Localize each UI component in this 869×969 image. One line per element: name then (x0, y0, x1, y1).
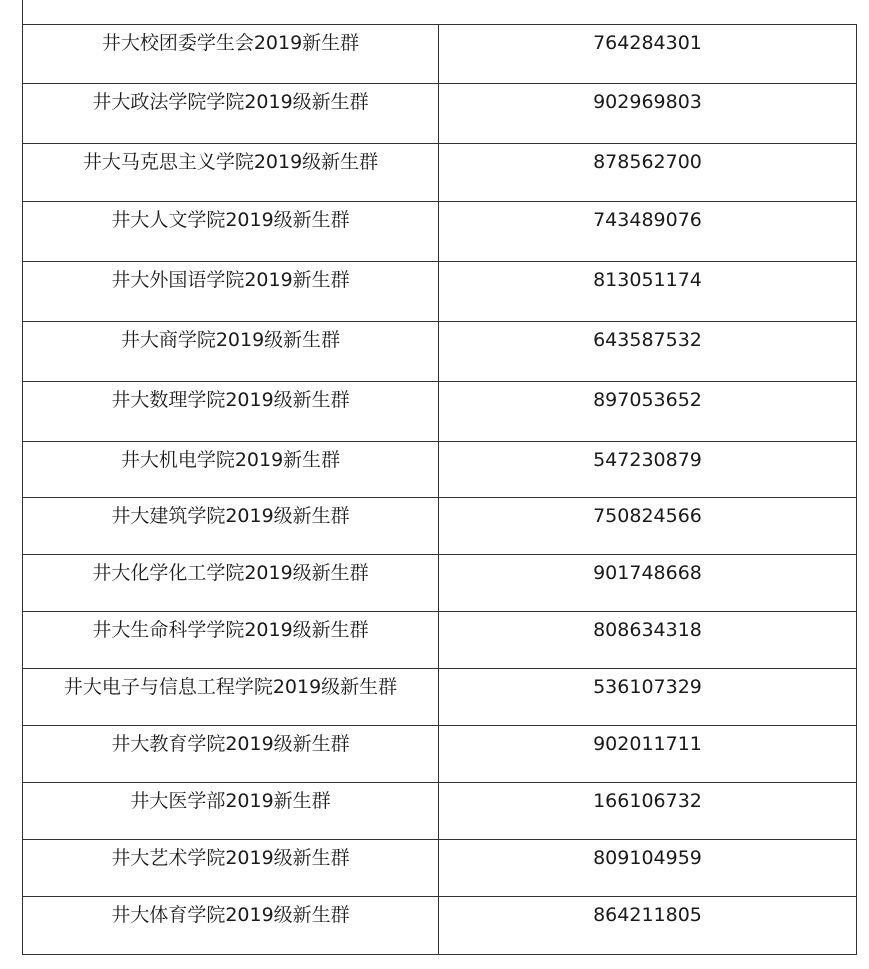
group-number-cell (439, 144, 857, 202)
group-name-cell (23, 382, 439, 442)
group-name: 井大外国语学院2019新生群 (111, 269, 350, 291)
group-name: 井大政法学院学院2019级新生群 (92, 91, 369, 113)
group-number-cell (439, 612, 857, 669)
table-row (23, 262, 857, 322)
group-number: 813051174 (593, 269, 702, 291)
table-row (23, 726, 857, 783)
table-row (23, 840, 857, 897)
group-name: 井大建筑学院2019级新生群 (111, 505, 350, 527)
table-row (23, 498, 857, 555)
group-name-cell (23, 144, 439, 202)
table-row (23, 382, 857, 442)
group-number: 643587532 (593, 329, 702, 351)
table-row (23, 144, 857, 202)
table-row (23, 442, 857, 498)
group-number: 878562700 (593, 151, 702, 173)
group-number: 750824566 (593, 505, 702, 527)
group-name: 井大教育学院2019级新生群 (111, 733, 350, 755)
group-name-cell (23, 555, 439, 612)
table-top-border-stub (22, 0, 23, 24)
group-number: 902969803 (593, 91, 702, 113)
group-number-cell (439, 262, 857, 322)
group-number: 764284301 (593, 32, 702, 54)
group-number: 808634318 (593, 619, 702, 641)
group-number-cell (439, 897, 857, 955)
table-row (23, 25, 857, 84)
table-row (23, 202, 857, 262)
table-row (23, 669, 857, 726)
group-number-cell (439, 84, 857, 144)
group-name-cell (23, 202, 439, 262)
group-name-cell (23, 783, 439, 840)
group-name-cell (23, 726, 439, 783)
group-name: 井大化学化工学院2019级新生群 (92, 562, 369, 584)
group-number-cell (439, 442, 857, 498)
group-number: 809104959 (593, 847, 702, 869)
table-row (23, 783, 857, 840)
group-name-cell (23, 25, 439, 84)
group-number-cell (439, 382, 857, 442)
group-number: 166106732 (593, 790, 702, 812)
table-row (23, 555, 857, 612)
group-name: 井大生命科学学院2019级新生群 (92, 619, 369, 641)
group-number-cell (439, 322, 857, 382)
group-name: 井大人文学院2019级新生群 (111, 209, 350, 231)
table-row (23, 84, 857, 144)
group-number-cell (439, 840, 857, 897)
table-row (23, 897, 857, 955)
group-name-cell (23, 84, 439, 144)
group-name-cell (23, 262, 439, 322)
group-number-cell (439, 783, 857, 840)
group-name: 井大医学部2019新生群 (130, 790, 331, 812)
group-name: 井大数理学院2019级新生群 (111, 389, 350, 411)
group-number-cell (439, 202, 857, 262)
group-name-cell (23, 669, 439, 726)
group-name: 井大商学院2019级新生群 (120, 329, 341, 351)
group-name-cell (23, 840, 439, 897)
group-number-cell (439, 669, 857, 726)
group-name-cell (23, 442, 439, 498)
group-name: 井大体育学院2019级新生群 (111, 904, 350, 926)
group-name-cell (23, 322, 439, 382)
group-number-cell (439, 498, 857, 555)
table-row (23, 322, 857, 382)
group-name-cell (23, 612, 439, 669)
group-number-cell (439, 555, 857, 612)
group-number: 902011711 (593, 733, 702, 755)
group-name-cell (23, 498, 439, 555)
group-name: 井大机电学院2019新生群 (120, 449, 341, 471)
group-name: 井大马克思主义学院2019级新生群 (82, 151, 379, 173)
group-number: 536107329 (593, 676, 702, 698)
table-body (23, 25, 857, 955)
group-number: 743489076 (593, 209, 702, 231)
freshman-group-table (22, 24, 857, 955)
group-number: 901748668 (593, 562, 702, 584)
group-name-cell (23, 897, 439, 955)
table-row (23, 612, 857, 669)
group-name: 井大电子与信息工程学院2019级新生群 (63, 676, 398, 698)
group-name: 井大校团委学生会2019新生群 (101, 32, 360, 54)
group-name: 井大艺术学院2019级新生群 (111, 847, 350, 869)
group-number: 864211805 (593, 904, 702, 926)
group-number: 897053652 (593, 389, 702, 411)
group-number-cell (439, 726, 857, 783)
group-number: 547230879 (593, 449, 702, 471)
group-number-cell (439, 25, 857, 84)
